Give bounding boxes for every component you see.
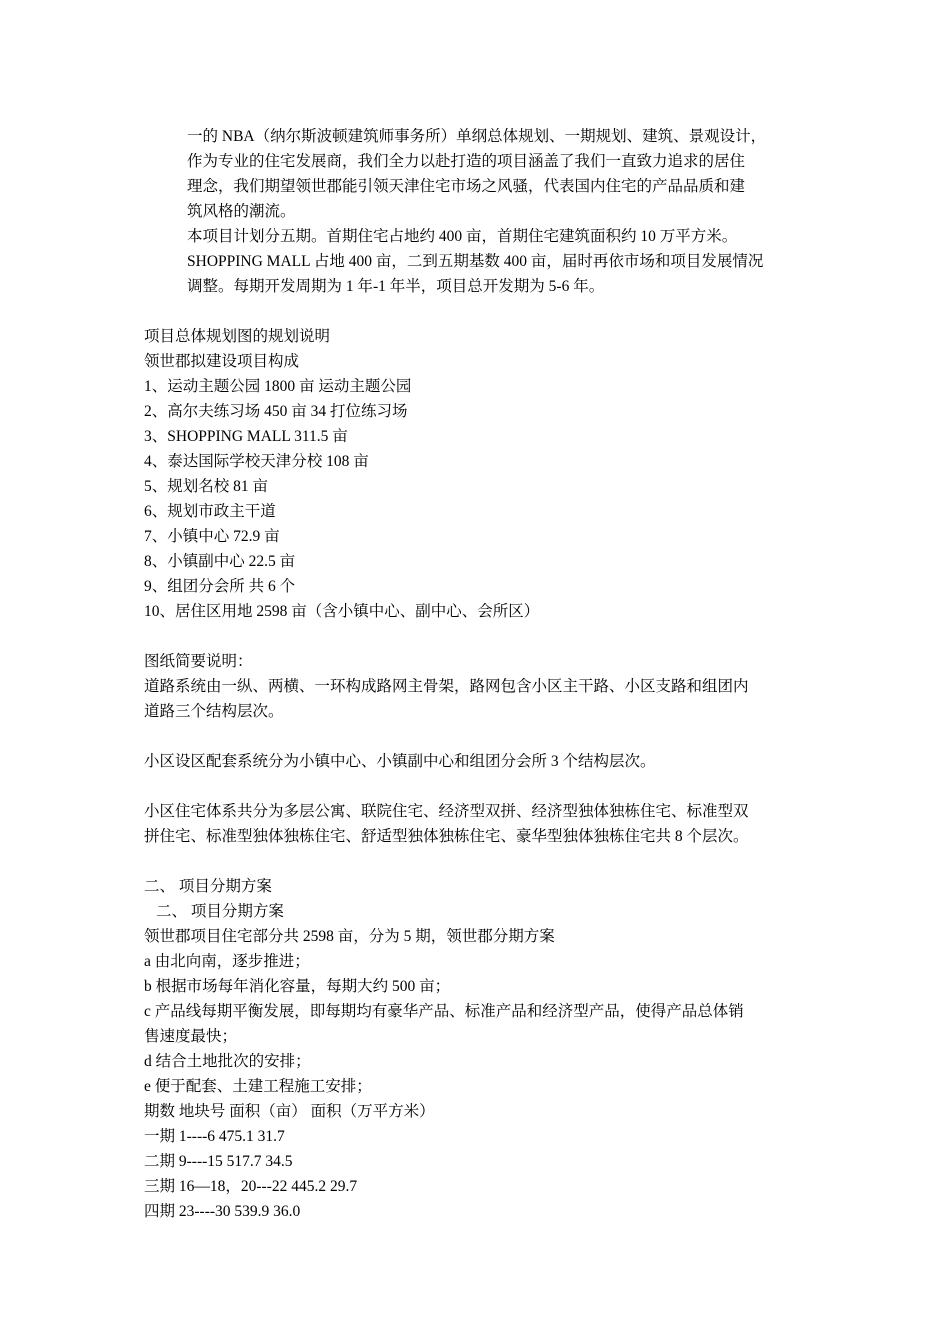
- plan-item: 10、居住区用地 2598 亩（含小镇中心、副中心、会所区）: [144, 603, 540, 620]
- plan-item: 5、规划名校 81 亩: [144, 478, 269, 495]
- blank-line: [144, 724, 824, 749]
- drawing-housing-line: 拼住宅、标准型独体独栋住宅、舒适型独体独栋住宅、豪华型独体独栋住宅共 8 个层次。: [144, 828, 749, 845]
- plan-subheading: 领世郡拟建设项目构成: [144, 353, 300, 370]
- plan-heading: 项目总体规划图的规划说明: [144, 328, 331, 345]
- phasing-point: b 根据市场每年消化容量，每期大约 500 亩；: [144, 978, 451, 995]
- phasing-heading: 二、 项目分期方案: [144, 878, 272, 895]
- phasing-intro: 领世郡项目住宅部分共 2598 亩，分为 5 期，领世郡分期方案: [144, 928, 555, 945]
- phase-table-header: 期数 地块号 面积（亩） 面积（万平方米）: [144, 1103, 435, 1120]
- blank-line: [144, 624, 824, 649]
- plan-item: 7、小镇中心 72.9 亩: [144, 528, 280, 545]
- phase-table-row: 三期 16—18，20---22 445.2 29.7: [144, 1178, 358, 1195]
- drawing-facility: 小区设区配套系统分为小镇中心、小镇副中心和组团分会所 3 个结构层次。: [144, 753, 656, 770]
- drawing-road-line: 道路系统由一纵、两横、一环构成路网主骨架，路网包含小区主干路、小区支路和组团内: [144, 678, 749, 695]
- intro-line: SHOPPING MALL 占地 400 亩，二到五期基数 400 亩，届时再依市场和项目发展情况: [187, 253, 764, 270]
- phasing-point: c 产品线每期平衡发展，即每期均有豪华产品、标准产品和经济型产品，使得产品总体销: [144, 1003, 744, 1020]
- plan-item: 2、高尔夫练习场 450 亩 34 打位练习场: [144, 403, 408, 420]
- plan-item: 1、运动主题公园 1800 亩 运动主题公园: [144, 378, 412, 395]
- intro-line: 理念，我们期望领世郡能引领天津住宅市场之风骚，代表国内住宅的产品品质和建: [187, 178, 746, 195]
- phase-table-row: 二期 9----15 517.7 34.5: [144, 1153, 293, 1170]
- plan-item: 8、小镇副中心 22.5 亩: [144, 553, 296, 570]
- blank-line: [144, 849, 824, 874]
- intro-line: 作为专业的住宅发展商，我们全力以赴打造的项目涵盖了我们一直致力追求的居住: [187, 153, 746, 170]
- phasing-heading-repeat: 二、 项目分期方案: [156, 903, 284, 920]
- intro-line: 筑风格的潮流。: [187, 203, 296, 220]
- phasing-point: e 便于配套、土建工程施工安排；: [144, 1078, 372, 1095]
- intro-section: [187, 124, 827, 299]
- blank-line: [144, 774, 824, 799]
- plan-item: 4、泰达国际学校天津分校 108 亩: [144, 453, 369, 470]
- phasing-point: d 结合土地批次的安排；: [144, 1053, 311, 1070]
- main-section: [144, 324, 824, 1224]
- intro-line: 调整。每期开发周期为 1 年-1 年半，项目总开发期为 5-6 年。: [187, 278, 605, 295]
- intro-line: 本项目计划分五期。首期住宅占地约 400 亩，首期住宅建筑面积约 10 万平方米。: [187, 228, 738, 245]
- plan-item: 9、组团分会所 共 6 个: [144, 578, 296, 595]
- intro-line: 一的 NBA（纳尔斯波顿建筑师事务所）单纲总体规划、一期规划、建筑、景观设计，: [187, 128, 767, 145]
- phasing-point: 售速度最快；: [144, 1028, 238, 1045]
- plan-item: 3、SHOPPING MALL 311.5 亩: [144, 428, 348, 445]
- drawing-heading: 图纸简要说明：: [144, 653, 253, 670]
- drawing-housing-line: 小区住宅体系共分为多层公寓、联院住宅、经济型双拼、经济型独体独栋住宅、标准型双: [144, 803, 749, 820]
- drawing-road-line: 道路三个结构层次。: [144, 703, 284, 720]
- phasing-point: a 由北向南，逐步推进；: [144, 953, 310, 970]
- phase-table-row: 四期 23----30 539.9 36.0: [144, 1203, 301, 1220]
- plan-item: 6、规划市政主干道: [144, 503, 276, 520]
- phase-table-row: 一期 1----6 475.1 31.7: [144, 1128, 285, 1145]
